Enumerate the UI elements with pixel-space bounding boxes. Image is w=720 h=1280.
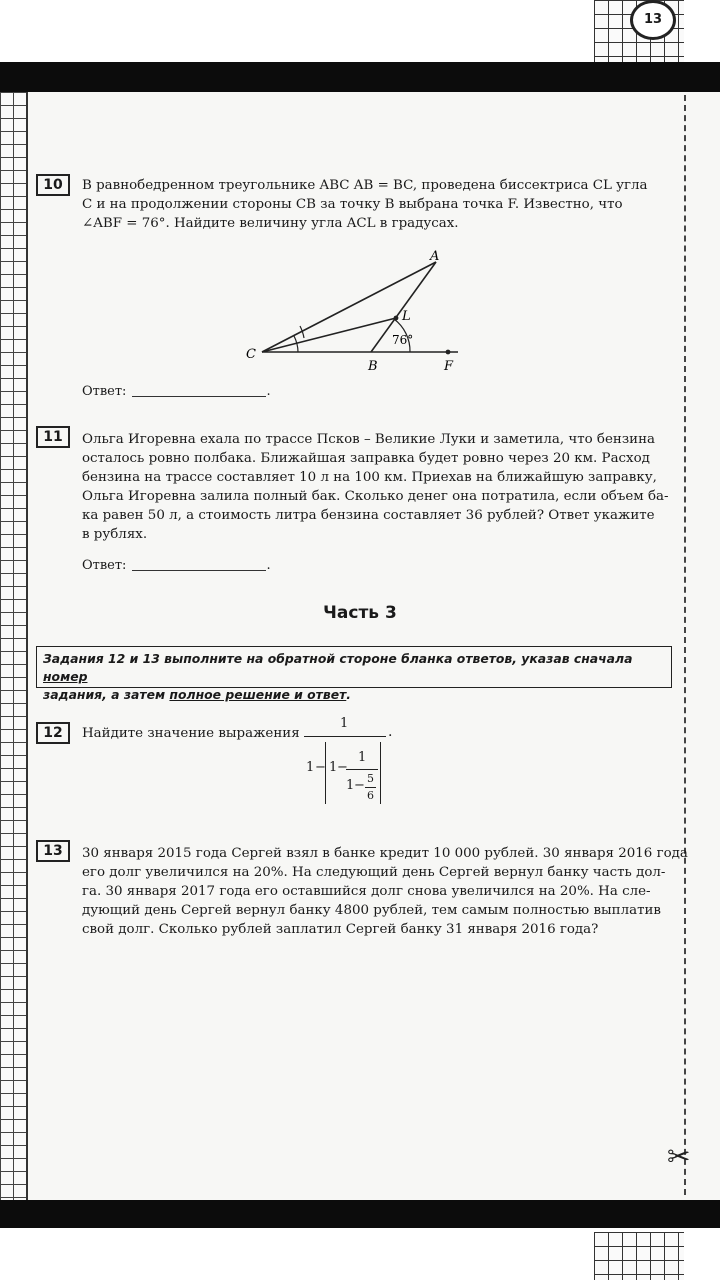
triangle-figure <box>240 244 480 376</box>
bottom-black-band <box>0 1200 720 1228</box>
outer-numerator: 1 <box>340 716 349 731</box>
outer-one: 1 <box>306 760 315 775</box>
deep-fraction-bar <box>365 787 376 788</box>
cut-line <box>684 95 686 1195</box>
period: . <box>388 724 393 740</box>
answer-label: Ответ: <box>82 558 127 573</box>
task-13-line: свой долг. Сколько рублей заплатил Сергей банку 31 января 2016 года? <box>82 922 599 937</box>
task-10-number: 10 <box>36 174 70 196</box>
bottom-grid <box>594 1232 684 1280</box>
part-3-instruction <box>36 646 672 702</box>
task-10-text <box>82 176 678 233</box>
task-13-line: 30 января 2015 года Сергей взял в банке кредит 10 000 рублей. 30 января 2016 года <box>82 846 688 861</box>
outer-fraction-bar <box>304 736 386 737</box>
task-13-line: его долг увеличился на 20%. На следующий день Сергей вернул банку часть дол- <box>82 865 666 880</box>
point-L-label: L <box>402 309 411 324</box>
part-3-title: Часть 3 <box>323 603 397 623</box>
five: 5 <box>367 772 374 785</box>
task-10-line: ∠ABF = 76°. Найдите величину угла ACL в градусах. <box>82 216 459 231</box>
abs-left-bar <box>325 742 326 804</box>
six: 6 <box>367 789 374 802</box>
answer-field[interactable] <box>132 570 266 571</box>
expression <box>300 716 400 806</box>
answer-label: Ответ: <box>82 384 127 399</box>
inner-one: 1 <box>329 760 338 775</box>
task-11-line: ка равен 50 л, а стоимость литра бензина составляет 36 рублей? Ответ укажите <box>82 508 655 523</box>
inner-fraction-bar <box>346 769 378 770</box>
inner-numerator: 1 <box>358 750 367 765</box>
task-11-line: осталось ровно полбака. Ближайшая заправка будет ровно через 20 км. Расход <box>82 451 650 466</box>
inner-minus: − <box>337 760 348 775</box>
task-11-line: Ольга Игоревна залила полный бак. Сколько денег она потратила, если объем ба- <box>82 489 669 504</box>
page-number-badge: 13 <box>630 0 676 40</box>
abs-right-bar <box>380 742 381 804</box>
top-black-band <box>0 62 720 92</box>
task-13-text <box>82 844 688 939</box>
task-11-text <box>82 430 678 544</box>
task-10-answer: Ответ: . <box>82 384 271 399</box>
task-13-number: 13 <box>36 840 70 862</box>
task-13-line: га. 30 января 2017 года его оставшийся долг снова увеличился на 20%. На сле- <box>82 884 651 899</box>
task-10-line: В равнобедренном треугольнике ABC AB = BC, проведена биссектриса CL угла <box>82 178 648 193</box>
point-F-label: F <box>444 359 454 374</box>
task-11-line: бензина на трассе составляет 10 л на 100 км. Приехав на ближайшую заправку, <box>82 470 657 485</box>
deep-one: 1 <box>346 778 355 793</box>
left-margin-grid <box>0 92 28 1200</box>
instruction-text: задания, а затем <box>43 687 170 702</box>
outer-minus: − <box>315 760 326 775</box>
task-11-line: в рублях. <box>82 527 148 542</box>
task-12-number: 12 <box>36 722 70 744</box>
answer-field[interactable] <box>132 396 266 397</box>
deep-minus: − <box>354 778 365 793</box>
point-B-label: B <box>368 359 378 374</box>
instruction-text: Задания 12 и 13 выполните на обратной стороне бланка ответов, указав сначала <box>43 651 633 666</box>
point-A-label: A <box>430 249 440 264</box>
task-12-text: Найдите значение выражения <box>82 726 300 741</box>
task-10-line: C и на продолжении стороны CB за точку B выбрана точка F. Известно, что <box>82 197 623 212</box>
instruction-underlined: полное решение и ответ <box>169 687 347 702</box>
point-C-label: C <box>246 347 256 362</box>
angle-label: 76° <box>392 333 414 347</box>
task-11-number: 11 <box>36 426 70 448</box>
task-11-line: Ольга Игоревна ехала по трассе Псков – Великие Луки и заметила, что бензина <box>82 432 655 447</box>
task-11-answer: Ответ: . <box>82 558 271 573</box>
task-13-line: дующий день Сергей вернул банку 4800 рублей, тем самым полностью выплатив <box>82 903 661 918</box>
instruction-text: . <box>346 687 351 702</box>
scissors-icon: ✂ <box>667 1140 691 1173</box>
instruction-underlined: номер <box>43 669 88 684</box>
